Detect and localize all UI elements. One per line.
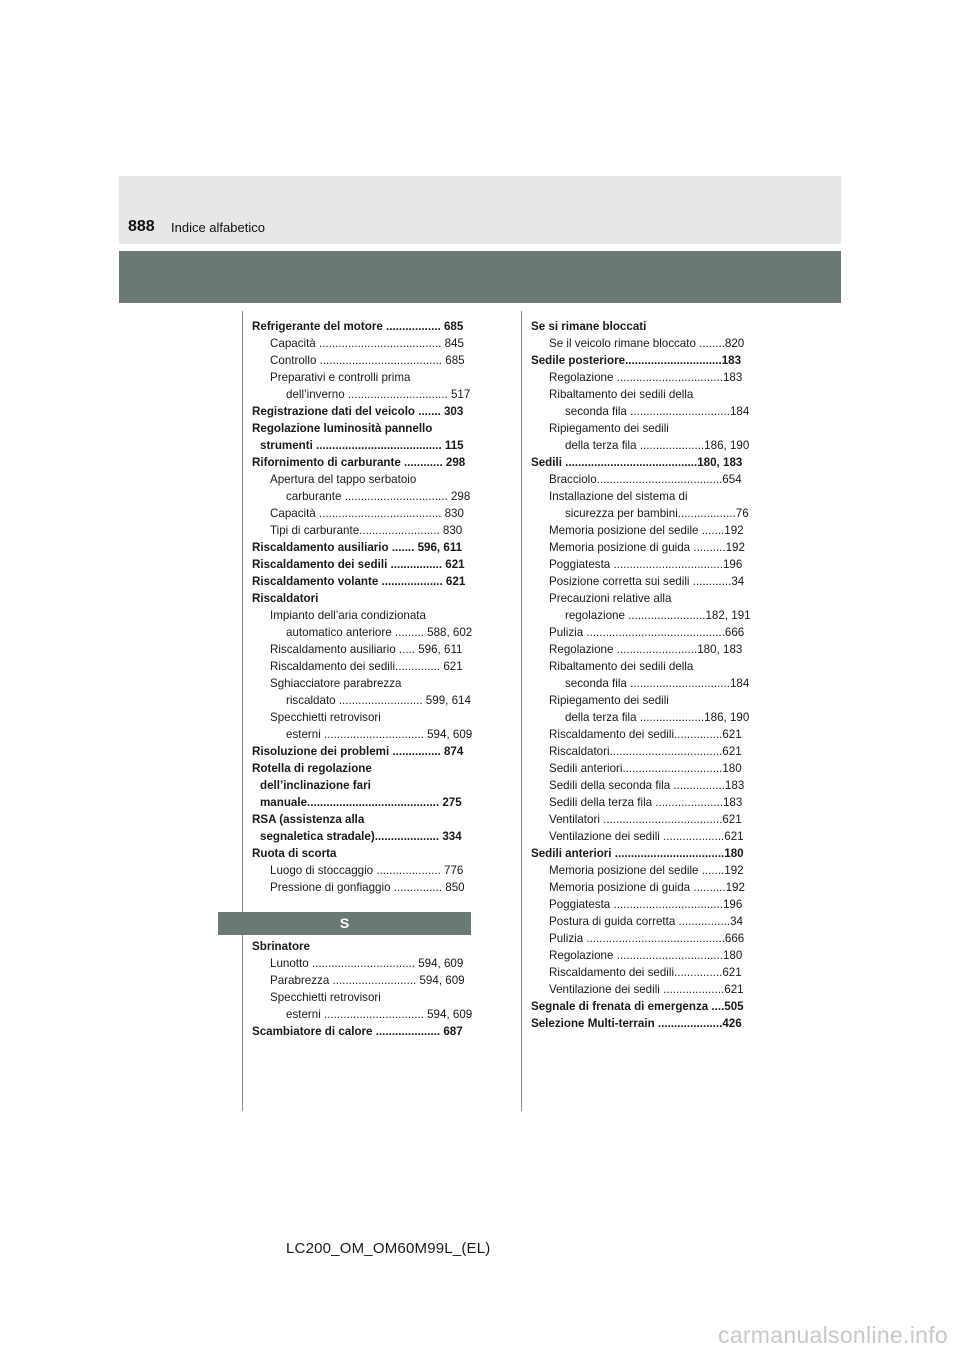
index-entry: Specchietti retrovisori <box>270 991 381 1004</box>
index-entry: Riscaldamento dei sedili...............621 <box>549 728 742 741</box>
index-entry: esterni ............................... 594, 609 <box>286 1008 473 1021</box>
index-entry: RSA (assistenza alla <box>252 813 365 826</box>
index-entry: riscaldato .......................... 599, 614 <box>286 694 471 707</box>
header-dark-bar <box>119 251 841 303</box>
index-entry: Posizione corretta sui sedili ............34 <box>549 575 745 588</box>
index-entry: regolazione ........................182, 191 <box>565 609 751 622</box>
index-entry: Riscaldamento ausiliario ..... 596, 611 <box>270 643 463 656</box>
index-entry: Ventilazione dei sedili ...................621 <box>549 830 744 843</box>
index-entry: dell’inclinazione fari <box>260 779 371 792</box>
index-entry: Rotella di regolazione <box>252 762 372 775</box>
header-title: Indice alfabetico <box>171 220 265 235</box>
index-entry: Precauzioni relative alla <box>549 592 672 605</box>
index-entry: Regolazione luminosità pannello <box>252 422 433 435</box>
index-entry: Sedili della terza fila .....................183 <box>549 796 743 809</box>
index-entry: Pulizia ...........................................666 <box>549 626 745 639</box>
section-letter-band: S <box>218 912 471 935</box>
index-entry: Risoluzione dei problemi ............... 874 <box>252 745 464 758</box>
index-entry: Memoria posizione del sedile .......192 <box>549 864 744 877</box>
index-entry: automatico anteriore ......... 588, 602 <box>286 626 473 639</box>
index-column-left-top <box>252 318 472 896</box>
index-entry: Sedile posteriore..............................183 <box>531 354 742 367</box>
index-entry: Riscaldamento dei sedili ................ 621 <box>252 558 465 571</box>
index-entry: Luogo di stoccaggio .................... 776 <box>270 864 464 877</box>
index-entry: Sedili anteriori...............................180 <box>549 762 742 775</box>
index-entry: Sghiacciatore parabrezza <box>270 677 402 690</box>
index-entry: Bracciolo.......................................654 <box>549 473 742 486</box>
index-entry: Se il veicolo rimane bloccato ........820 <box>549 337 745 350</box>
index-entry: Regolazione .........................180, 183 <box>549 643 743 656</box>
index-entry: Memoria posizione del sedile .......192 <box>549 524 744 537</box>
index-entry: segnaletica stradale).................... 334 <box>260 830 462 843</box>
index-entry: Ripiegamento dei sedili <box>549 422 669 435</box>
index-entry: seconda fila ...............................184 <box>565 405 750 418</box>
index-entry: Refrigerante del motore ................. 685 <box>252 320 464 333</box>
index-entry: strumenti ....................................... 115 <box>260 439 464 452</box>
index-entry: Segnale di frenata di emergenza ....505 <box>531 1000 744 1013</box>
index-entry: Memoria posizione di guida ..........192 <box>549 541 745 554</box>
index-entry: Poggiatesta ..................................196 <box>549 898 743 911</box>
index-entry: della terza fila ....................186, 190 <box>565 711 750 724</box>
index-entry: Controllo ...................................... 685 <box>270 354 465 367</box>
index-entry: Tipi di carburante......................... 830 <box>270 524 463 537</box>
index-entry: della terza fila ....................186, 190 <box>565 439 750 452</box>
index-entry: Riscaldamento dei sedili.............. 621 <box>270 660 463 673</box>
index-entry: Sedili .........................................180, 183 <box>531 456 743 469</box>
index-entry: Ribaltamento dei sedili della <box>549 388 694 401</box>
right-column-divider <box>521 311 522 1111</box>
index-entry: Specchietti retrovisori <box>270 711 381 724</box>
index-entry: Parabrezza .......................... 594, 609 <box>270 974 465 987</box>
index-entry: esterni ............................... 594, 609 <box>286 728 473 741</box>
index-entry: Riscaldamento ausiliario ....... 596, 611 <box>252 541 463 554</box>
index-entry: Ripiegamento dei sedili <box>549 694 669 707</box>
index-entry: Riscaldamento volante ................... 621 <box>252 575 466 588</box>
index-entry: Impianto dell’aria condizionata <box>270 609 426 622</box>
index-entry: Apertura del tappo serbatoio <box>270 473 417 486</box>
index-entry: Sedili della seconda fila ................183 <box>549 779 745 792</box>
index-entry: Regolazione .................................180 <box>549 949 743 962</box>
left-column-divider <box>242 311 243 1111</box>
page-number: 888 <box>128 218 155 235</box>
index-entry: Selezione Multi-terrain ....................426 <box>531 1017 742 1030</box>
index-entry: seconda fila ...............................184 <box>565 677 750 690</box>
index-entry: Preparativi e controlli prima <box>270 371 411 384</box>
index-column-right <box>531 318 753 1032</box>
index-entry: carburante ................................ 298 <box>286 490 471 503</box>
document-code: LC200_OM_OM60M99L_(EL) <box>286 1240 491 1257</box>
index-entry: Registrazione dati del veicolo ....... 303 <box>252 405 464 418</box>
index-entry: Capacità ...................................... 845 <box>270 337 464 350</box>
index-entry: Postura di guida corretta ................34 <box>549 915 743 928</box>
index-entry: Ventilatori .....................................621 <box>549 813 742 826</box>
index-entry: Lunotto ................................ 594, 609 <box>270 957 464 970</box>
index-entry: Memoria posizione di guida ..........192 <box>549 881 745 894</box>
index-entry: Regolazione .................................183 <box>549 371 743 384</box>
index-entry: Capacità ...................................... 830 <box>270 507 464 520</box>
index-entry: Se si rimane bloccati <box>531 320 647 333</box>
index-entry: manuale......................................... 275 <box>260 796 462 809</box>
index-entry: Pressione di gonfiaggio ............... 850 <box>270 881 465 894</box>
index-entry: Sedili anteriori ..................................180 <box>531 847 744 860</box>
index-entry: Installazione del sistema di <box>549 490 688 503</box>
index-entry: Poggiatesta ..................................196 <box>549 558 743 571</box>
index-entry: Ruota di scorta <box>252 847 337 860</box>
index-entry: Riscaldatori <box>252 592 319 605</box>
index-entry: Scambiatore di calore .................... 687 <box>252 1025 463 1038</box>
index-column-left-bottom <box>252 938 472 1040</box>
index-entry: Riscaldatori...................................621 <box>549 745 742 758</box>
index-entry: Riscaldamento dei sedili...............621 <box>549 966 742 979</box>
index-entry: Sbrinatore <box>252 940 310 953</box>
index-entry: sicurezza per bambini..................76 <box>565 507 749 520</box>
index-entry: dell’inverno ............................... 517 <box>286 388 471 401</box>
index-entry: Pulizia ...........................................666 <box>549 932 745 945</box>
watermark: carmanualsonline.info <box>717 1322 948 1348</box>
index-entry: Rifornimento di carburante ............ 298 <box>252 456 466 469</box>
index-entry: Ribaltamento dei sedili della <box>549 660 694 673</box>
index-entry: Ventilazione dei sedili ...................621 <box>549 983 744 996</box>
